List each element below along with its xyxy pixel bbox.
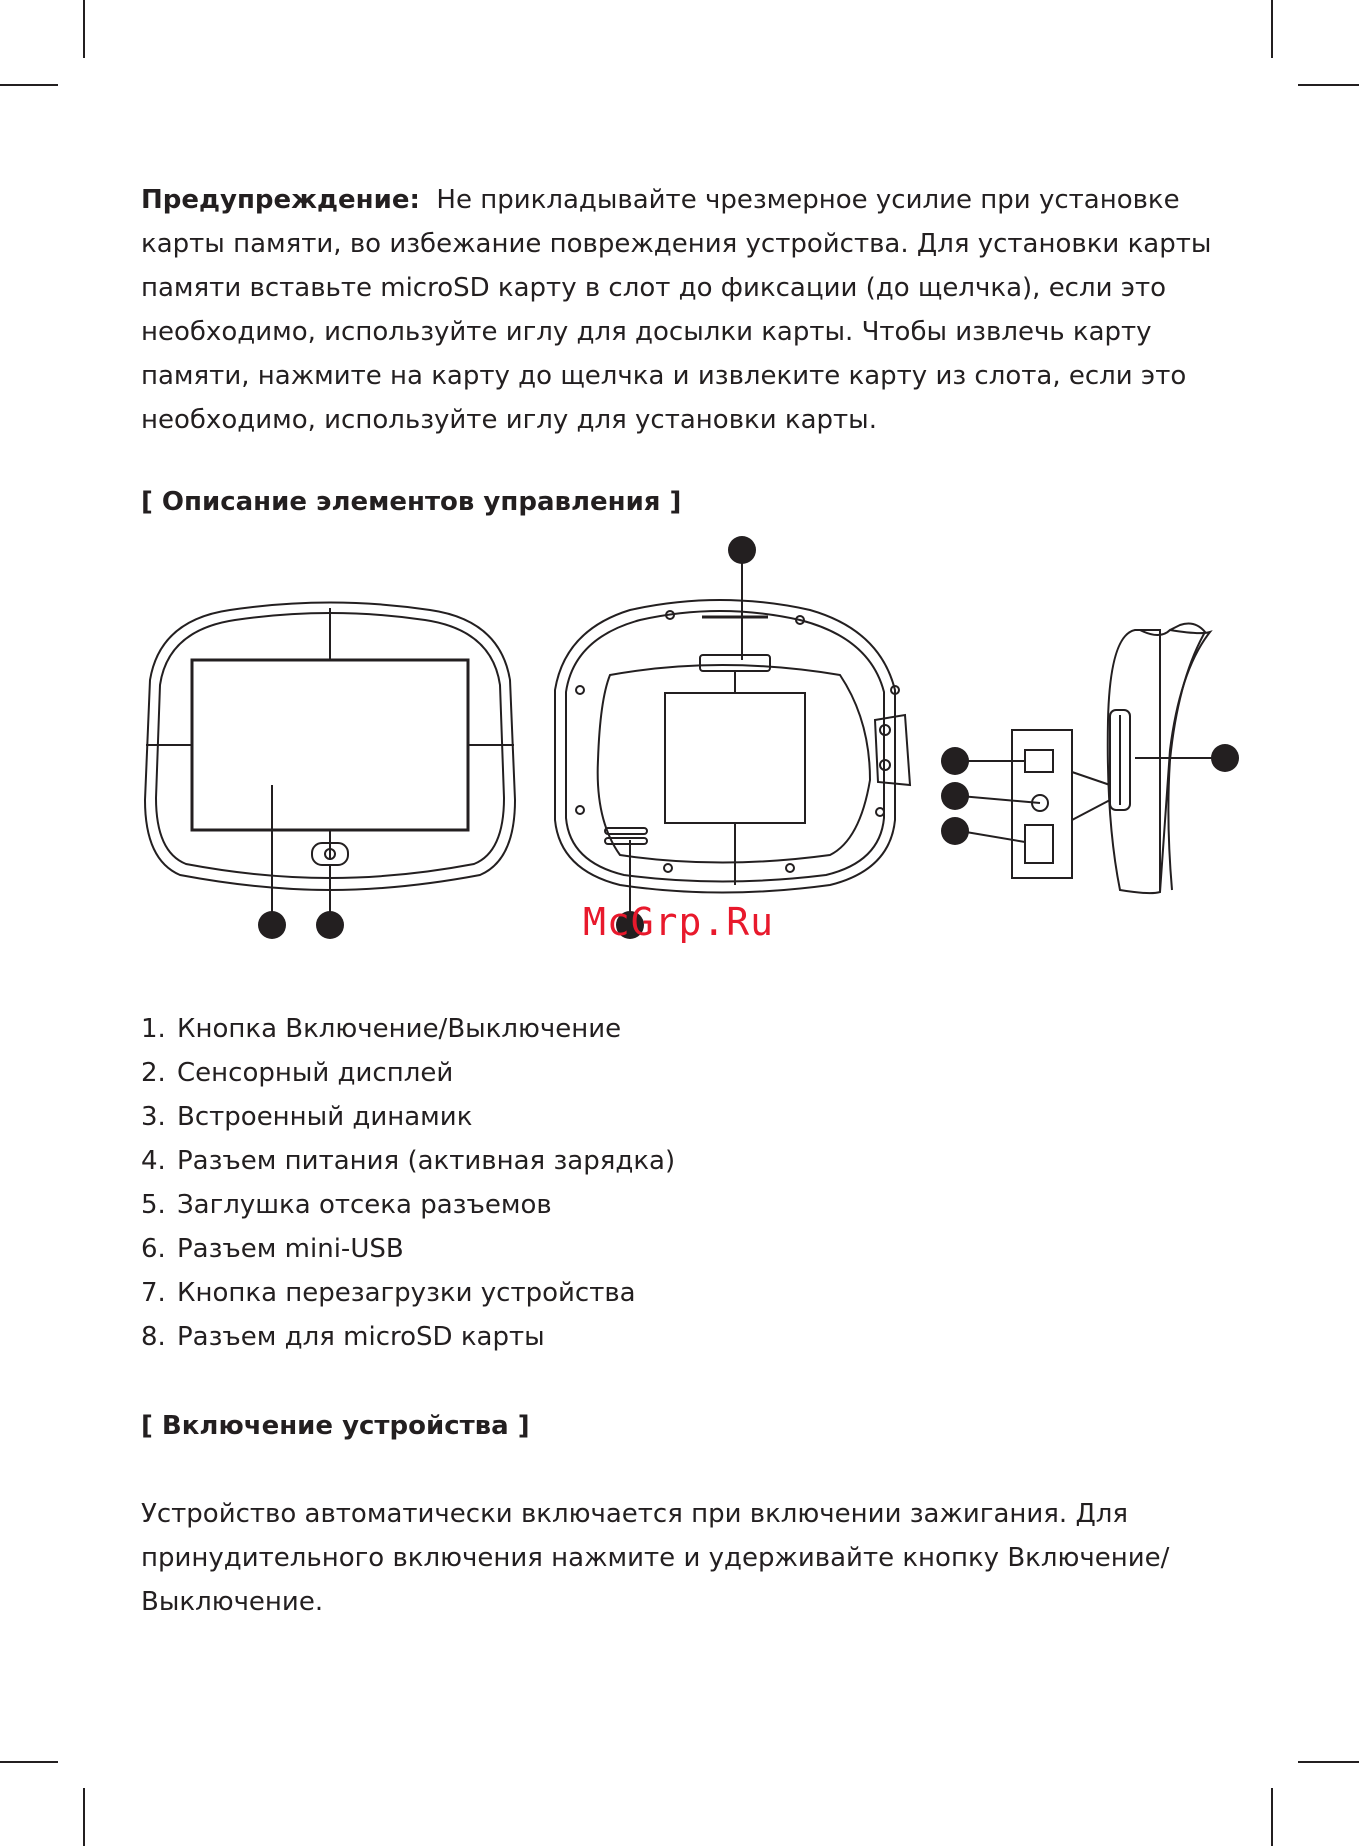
warning-paragraph bbox=[141, 178, 1241, 442]
speaker bbox=[605, 828, 647, 834]
warning-body: Не прикладывайте чрезмерное усилие при установке карты памяти, во избежание повреждения устройства. Для установки карты памяти вставьте microSD карту в слот до фиксации (до щелчка), если это необходимо, используйте иглу для досылки карты. Чтобы извлечь карту памяти, нажмите на карту до щелчка и извлеките карту из слота, если это необходимо, используйте иглу для установки карты. bbox=[141, 185, 1212, 435]
device-diagram bbox=[0, 520, 1359, 950]
callout-dot bbox=[941, 817, 969, 845]
device-side-view bbox=[960, 624, 1220, 894]
list-item bbox=[141, 1007, 675, 1051]
watermark: McGrp.Ru bbox=[583, 900, 775, 944]
device-back-view bbox=[555, 555, 910, 922]
list-item bbox=[141, 1139, 675, 1183]
touch-display bbox=[192, 660, 468, 830]
crop-mark bbox=[1271, 0, 1273, 58]
list-item-number: 3. bbox=[141, 1102, 166, 1132]
controls-heading: [ Описание элементов управления ] bbox=[141, 487, 682, 517]
list-item bbox=[141, 1315, 675, 1359]
controls-list bbox=[141, 1007, 675, 1359]
list-item bbox=[141, 1227, 675, 1271]
list-item-label: Разъем питания (активная зарядка) bbox=[177, 1146, 676, 1176]
list-item-label: Заглушка отсека разъемов bbox=[177, 1190, 552, 1220]
poweron-paragraph: Устройство автоматически включается при включении зажигания. Для принудительного включения нажмите и удерживайте кнопку Включение/ Выключение. bbox=[141, 1499, 1170, 1617]
list-item-number: 6. bbox=[141, 1234, 166, 1264]
crop-mark bbox=[83, 0, 85, 58]
crop-mark bbox=[1298, 1761, 1359, 1763]
list-item-number: 5. bbox=[141, 1190, 166, 1220]
warning-lead: Предупреждение: bbox=[141, 185, 420, 215]
list-item-label: Кнопка Включение/Выключение bbox=[177, 1014, 622, 1044]
list-item bbox=[141, 1095, 675, 1139]
callout-dot bbox=[316, 911, 344, 939]
crop-mark bbox=[1298, 84, 1359, 86]
callout-dot bbox=[258, 911, 286, 939]
device-front-view bbox=[145, 603, 515, 923]
poweron-heading: [ Включение устройства ] bbox=[141, 1411, 530, 1441]
crop-mark bbox=[83, 1788, 85, 1846]
list-item bbox=[141, 1183, 675, 1227]
connector-cover bbox=[700, 655, 770, 671]
list-item-number: 7. bbox=[141, 1278, 166, 1308]
callout-dot bbox=[1211, 744, 1239, 772]
crop-mark bbox=[0, 1761, 58, 1763]
list-item bbox=[141, 1271, 675, 1315]
callout-dot bbox=[728, 536, 756, 564]
crop-mark bbox=[0, 84, 58, 86]
list-item-label: Встроенный динамик bbox=[177, 1102, 473, 1132]
list-item bbox=[141, 1051, 675, 1095]
callout-dot bbox=[941, 747, 969, 775]
list-item-number: 4. bbox=[141, 1146, 166, 1176]
list-item-label: Сенсорный дисплей bbox=[177, 1058, 454, 1088]
callout-dot bbox=[941, 782, 969, 810]
list-item-label: Кнопка перезагрузки устройства bbox=[177, 1278, 636, 1308]
list-item-label: Разъем для microSD карты bbox=[177, 1322, 545, 1352]
list-item-number: 2. bbox=[141, 1058, 166, 1088]
list-item-label: Разъем mini-USB bbox=[177, 1234, 404, 1264]
crop-mark bbox=[1271, 1788, 1273, 1846]
list-item-number: 1. bbox=[141, 1014, 166, 1044]
list-item-number: 8. bbox=[141, 1322, 166, 1352]
